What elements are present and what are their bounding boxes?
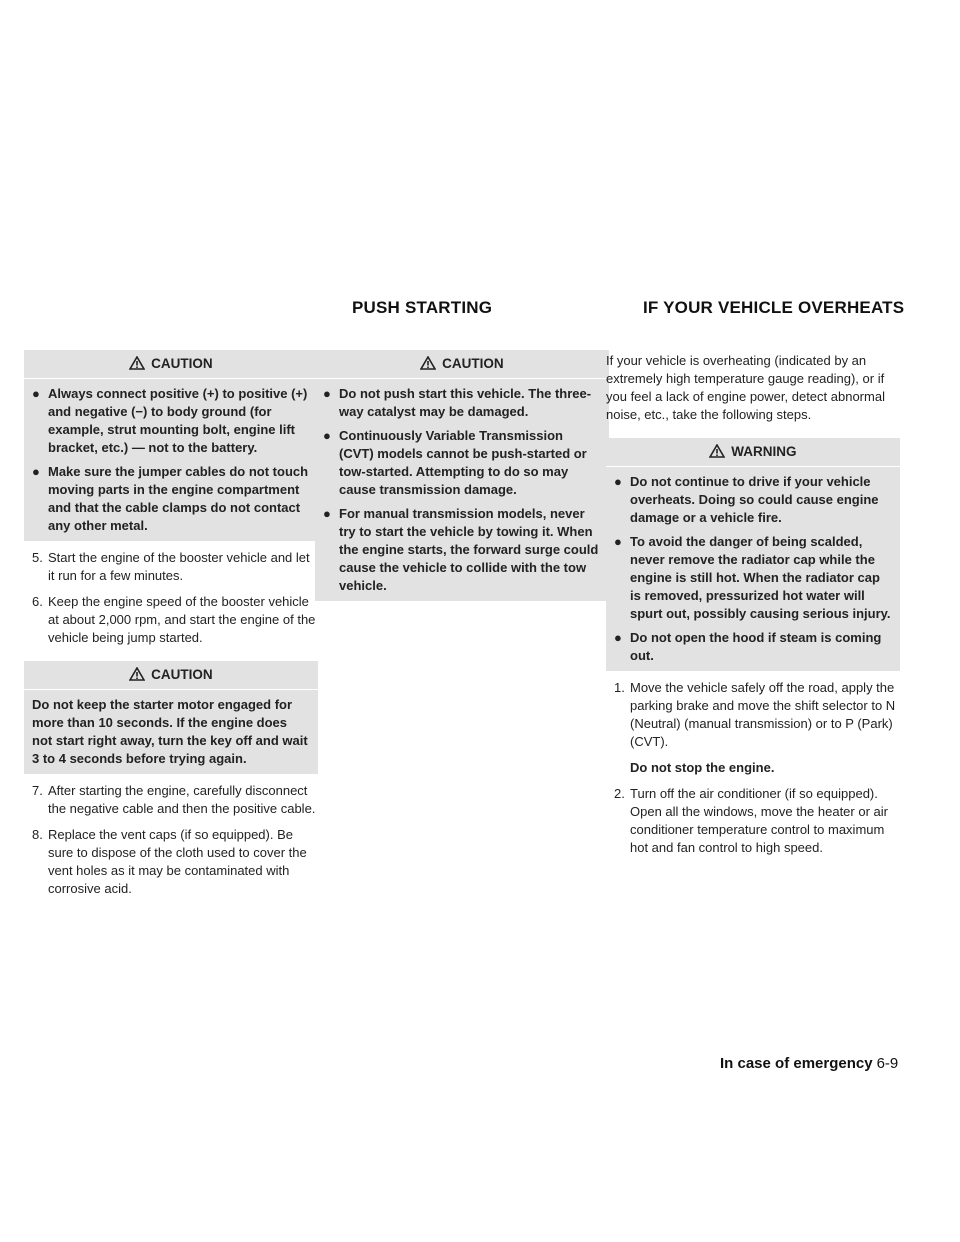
- overheat-steps: [606, 679, 900, 857]
- bullet-icon: ●: [614, 534, 622, 549]
- warning-item: ● Do not open the hood if steam is coming out.: [614, 630, 882, 663]
- step-note: Do not stop the engine.: [630, 760, 775, 775]
- step-item: 5. Start the engine of the booster vehicle and let it run for a few minutes.: [32, 550, 310, 583]
- caution-title: CAUTION: [442, 356, 504, 371]
- bullet-icon: ●: [32, 386, 40, 401]
- caution-box-push-start: [315, 350, 609, 601]
- bullet-icon: ●: [323, 386, 331, 401]
- caution-triangle-icon: [420, 356, 436, 370]
- page-footer: [720, 1055, 898, 1072]
- warning-item: ● Do not continue to drive if your vehicle overheats. Doing so could cause engine damage or a vehicle fire.: [614, 474, 879, 525]
- footer-section: In case of emergency: [720, 1055, 873, 1072]
- step-item: 2. Turn off the air conditioner (if so equipped). Open all the windows, move the heater or air conditioner temperature control to maximum hot and fan control to high speed.: [614, 786, 888, 855]
- bullet-icon: ●: [323, 506, 331, 521]
- caution-text: Do not keep the starter motor engaged for more than 10 seconds. If the engine does not start right away, turn the key off and wait 3 to 4 seconds before trying again.: [32, 697, 308, 766]
- page-number: 6-9: [876, 1055, 899, 1072]
- caution-title: CAUTION: [151, 667, 213, 682]
- right-column: [606, 352, 900, 871]
- warning-item: ● To avoid the danger of being scalded, never remove the radiator cap while the engine is still hot. When the radiator cap is removed, pressurized hot water will spurt out, possibly causing serious injury.: [614, 534, 891, 621]
- bullet-icon: ●: [614, 630, 622, 645]
- caution-item: ● Make sure the jumper cables do not touch moving parts in the engine compartment and that the cable clamps do not contact any other metal.: [32, 464, 309, 533]
- caution-item: ● For manual transmission models, never try to start the vehicle by towing it. When the engine starts, the forward surge could cause the vehicle to collide with the tow vehicle.: [323, 506, 599, 593]
- jump-start-steps-a: [24, 549, 318, 647]
- jump-start-steps-b: [24, 782, 318, 898]
- warning-box-overheat: [606, 438, 900, 671]
- caution-item: ● Do not push start this vehicle. The three-way catalyst may be damaged.: [323, 386, 592, 419]
- step-item: 6. Keep the engine speed of the booster vehicle at about 2,000 rpm, and start the engine of the vehicle being jump started.: [32, 594, 316, 645]
- caution-item: ● Always connect positive (+) to positive (+) and negative (−) to body ground (for example, strut mounting bolt, engine lift bracket, etc.) — not to the battery.: [32, 386, 308, 455]
- bullet-icon: ●: [32, 464, 40, 479]
- heading-vehicle-overheats: IF YOUR VEHICLE OVERHEATS: [643, 298, 905, 317]
- bullet-icon: ●: [614, 474, 622, 489]
- step-item: 8. Replace the vent caps (if so equipped). Be sure to dispose of the cloth used to cover the vent holes as it may be contaminated with corrosive acid.: [32, 827, 307, 896]
- overheat-intro: If your vehicle is overheating (indicated by an extremely high temperature gauge reading), or if you feel a lack of engine power, detect abnormal noise, etc., take the following steps.: [606, 353, 885, 422]
- heading-push-starting: PUSH STARTING: [352, 298, 493, 317]
- bullet-icon: ●: [323, 428, 331, 443]
- caution-box-jumper-cables: [24, 350, 318, 541]
- caution-box-starter-motor: [24, 661, 318, 774]
- left-column: [24, 350, 318, 912]
- warning-title: WARNING: [731, 444, 797, 459]
- warning-triangle-icon: [709, 444, 725, 458]
- caution-title: CAUTION: [151, 356, 213, 371]
- caution-triangle-icon: [129, 667, 145, 681]
- caution-triangle-icon: [129, 356, 145, 370]
- step-item: 7. After starting the engine, carefully disconnect the negative cable and then the positive cable.: [32, 783, 316, 816]
- caution-item: ● Continuously Variable Transmission (CVT) models cannot be push-started or tow-started. Attempting to do so may cause transmission damage.: [323, 428, 587, 497]
- step-item: 1. Move the vehicle safely off the road, apply the parking brake and move the shift selector to N (Neutral) (manual transmission) or to P (Park) (CVT). Do not stop the engine.: [606, 679, 900, 777]
- middle-column: [315, 350, 609, 601]
